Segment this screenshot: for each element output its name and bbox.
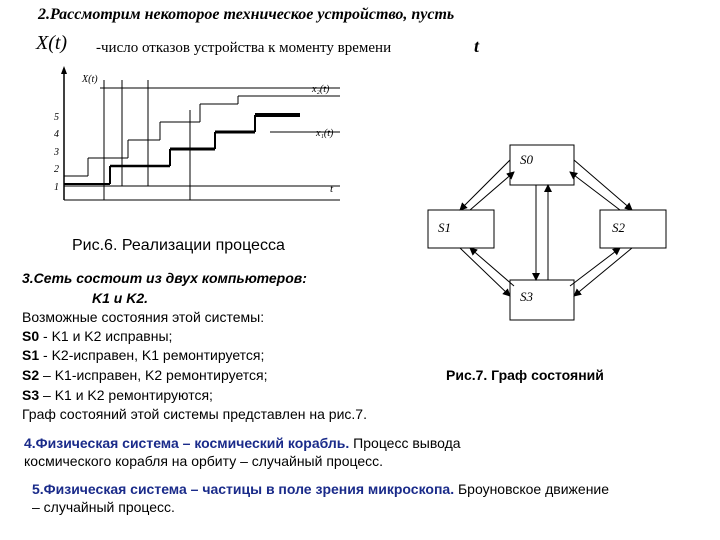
item5-paragraph: 5.Физическая система – частицы в поле зрения микроскопа. Броуновское движение – случайный процесс.: [32, 481, 610, 515]
state-s1-desc: S1 - K2-исправен, K1 ремонтируется;: [22, 347, 265, 363]
state-s0-label: S0: [520, 152, 533, 167]
state-s2-label: S2: [612, 220, 625, 235]
t-symbol: t: [474, 36, 480, 56]
y-tick-1: 1: [54, 182, 59, 193]
network-line1: 3.Сеть состоит из двух компьютеров:: [22, 270, 307, 286]
state-s2-desc: S2 – K1-исправен, K2 ремонтируется;: [22, 367, 268, 383]
y-tick-3: 3: [54, 147, 59, 158]
y-axis-label: X(t): [82, 74, 98, 85]
curve-label-x1: x₁(t): [316, 128, 334, 139]
curve-label-x2: x₂(t): [312, 84, 330, 95]
y-tick-4: 4: [54, 129, 59, 140]
item4-paragraph: 4.Физическая система – космический корабль. Процесс вывода космического корабля на орбиту – случайный процесс.: [24, 435, 461, 469]
state-s3-desc: S3 – K1 и K2 ремонтируются;: [22, 387, 213, 403]
xt-description: -число отказов устройства к моменту времени: [96, 40, 392, 56]
x-axis-label: t: [330, 183, 334, 195]
network-line8: Граф состояний этой системы представлен на рис.7.: [22, 406, 367, 422]
figure7-caption: Рис.7. Граф состояний: [446, 367, 604, 383]
state-s3-label: S3: [520, 289, 533, 304]
xt-symbol: X(t): [36, 32, 68, 54]
figure6-caption: Рис.6. Реализации процесса: [72, 237, 285, 254]
y-tick-2: 2: [54, 164, 59, 175]
state-s0-desc: S0 - K1 и K2 исправны;: [22, 328, 173, 344]
network-line2: K1 и K2.: [92, 290, 149, 306]
y-tick-5: 5: [54, 112, 59, 123]
network-line3: Возможные состояния этой системы:: [22, 309, 265, 325]
state-s1-label: S1: [438, 220, 451, 235]
slide-title: 2.Рассмотрим некоторое техническое устройство, пусть: [38, 6, 455, 23]
state-s2: [600, 210, 666, 248]
